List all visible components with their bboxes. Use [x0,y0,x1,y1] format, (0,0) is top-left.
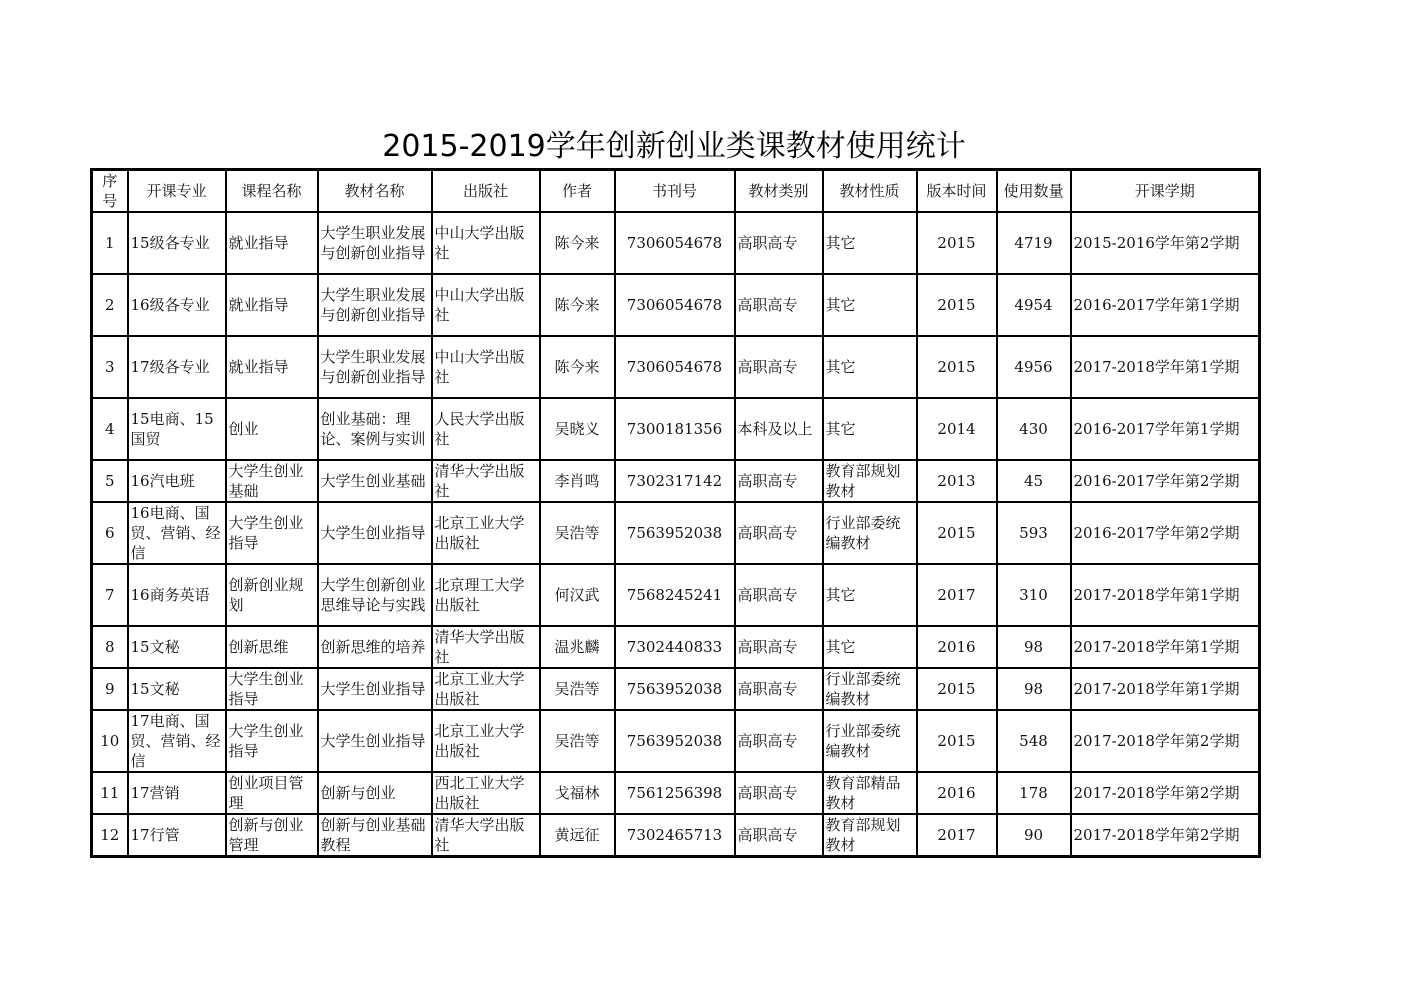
cell-publisher: 清华大学出版社 [432,626,540,668]
cell-major: 17级各专业 [128,336,226,398]
cell-quantity: 4954 [997,274,1071,336]
cell-nature: 其它 [823,274,917,336]
cell-course: 大学生创业基础 [226,460,318,502]
cell-semester: 2016-2017学年第2学期 [1071,460,1260,502]
cell-nature: 行业部委统编教材 [823,710,917,772]
cell-author: 戈福林 [540,772,615,814]
cell-quantity: 548 [997,710,1071,772]
cell-category: 高职高专 [735,460,823,502]
table-row [92,564,1260,626]
cell-textbook: 大学生职业发展与创新创业指导 [318,336,432,398]
cell-semester: 2017-2018学年第1学期 [1071,626,1260,668]
cell-course: 就业指导 [226,336,318,398]
cell-no: 6 [92,502,128,564]
cell-course: 大学生创业指导 [226,710,318,772]
cell-category: 高职高专 [735,710,823,772]
cell-nature: 行业部委统编教材 [823,668,917,710]
cell-isbn: 7302440833 [615,626,735,668]
cell-isbn: 7306054678 [615,336,735,398]
cell-edition-year: 2016 [917,626,997,668]
cell-isbn: 7563952038 [615,710,735,772]
cell-major: 16商务英语 [128,564,226,626]
cell-major: 16级各专业 [128,274,226,336]
cell-isbn: 7306054678 [615,274,735,336]
cell-author: 黄远征 [540,814,615,857]
cell-author: 李肖鸣 [540,460,615,502]
cell-author: 吴浩等 [540,668,615,710]
table-row [92,814,1260,857]
cell-quantity: 4719 [997,212,1071,274]
cell-nature: 教育部规划教材 [823,460,917,502]
cell-author: 温兆麟 [540,626,615,668]
cell-edition-year: 2013 [917,460,997,502]
cell-semester: 2017-2018学年第2学期 [1071,710,1260,772]
cell-no: 7 [92,564,128,626]
cell-publisher: 清华大学出版社 [432,460,540,502]
cell-quantity: 4956 [997,336,1071,398]
cell-nature: 其它 [823,336,917,398]
table-row [92,212,1260,274]
cell-course: 大学生创业指导 [226,502,318,564]
header-nature: 教材性质 [823,170,917,213]
cell-major: 16汽电班 [128,460,226,502]
cell-textbook: 大学生职业发展与创新创业指导 [318,212,432,274]
table-row [92,336,1260,398]
cell-author: 陈今来 [540,212,615,274]
header-isbn: 书刊号 [615,170,735,213]
cell-course: 就业指导 [226,212,318,274]
cell-isbn: 7563952038 [615,502,735,564]
cell-quantity: 98 [997,626,1071,668]
cell-no: 1 [92,212,128,274]
cell-category: 高职高专 [735,564,823,626]
header-author: 作者 [540,170,615,213]
cell-textbook: 大学生创业基础 [318,460,432,502]
cell-publisher: 北京工业大学出版社 [432,710,540,772]
cell-major: 15电商、15国贸 [128,398,226,460]
cell-nature: 其它 [823,212,917,274]
cell-nature: 其它 [823,626,917,668]
cell-category: 高职高专 [735,814,823,857]
cell-nature: 行业部委统编教材 [823,502,917,564]
cell-textbook: 创业基础：理论、案例与实训 [318,398,432,460]
table-row [92,274,1260,336]
cell-edition-year: 2017 [917,564,997,626]
table-row [92,460,1260,502]
cell-edition-year: 2017 [917,814,997,857]
cell-publisher: 清华大学出版社 [432,814,540,857]
table-row [92,668,1260,710]
cell-isbn: 7561256398 [615,772,735,814]
cell-major: 15文秘 [128,668,226,710]
cell-semester: 2017-2018学年第1学期 [1071,564,1260,626]
cell-no: 2 [92,274,128,336]
cell-no: 3 [92,336,128,398]
cell-semester: 2017-2018学年第1学期 [1071,336,1260,398]
cell-textbook: 大学生职业发展与创新创业指导 [318,274,432,336]
cell-author: 何汉武 [540,564,615,626]
cell-edition-year: 2015 [917,212,997,274]
cell-major: 15文秘 [128,626,226,668]
cell-category: 高职高专 [735,772,823,814]
cell-no: 8 [92,626,128,668]
cell-publisher: 北京工业大学出版社 [432,502,540,564]
cell-category: 高职高专 [735,502,823,564]
header-major: 开课专业 [128,170,226,213]
cell-edition-year: 2015 [917,710,997,772]
cell-semester: 2016-2017学年第2学期 [1071,502,1260,564]
cell-publisher: 西北工业大学出版社 [432,772,540,814]
cell-edition-year: 2014 [917,398,997,460]
cell-course: 创业 [226,398,318,460]
cell-isbn: 7302317142 [615,460,735,502]
cell-no: 11 [92,772,128,814]
cell-semester: 2017-2018学年第2学期 [1071,814,1260,857]
header-no: 序号 [92,170,128,213]
cell-nature: 其它 [823,398,917,460]
cell-publisher: 北京理工大学出版社 [432,564,540,626]
cell-quantity: 45 [997,460,1071,502]
cell-publisher: 中山大学出版社 [432,336,540,398]
cell-publisher: 中山大学出版社 [432,212,540,274]
cell-major: 16电商、国贸、营销、经信 [128,502,226,564]
header-semester: 开课学期 [1071,170,1260,213]
page-title: 2015-2019学年创新创业类课教材使用统计 [382,129,966,164]
cell-quantity: 90 [997,814,1071,857]
table-row [92,398,1260,460]
cell-isbn: 7306054678 [615,212,735,274]
table-row [92,710,1260,772]
cell-isbn: 7300181356 [615,398,735,460]
cell-semester: 2015-2016学年第2学期 [1071,212,1260,274]
cell-isbn: 7568245241 [615,564,735,626]
cell-nature: 教育部规划教材 [823,814,917,857]
cell-semester: 2016-2017学年第1学期 [1071,398,1260,460]
cell-edition-year: 2015 [917,274,997,336]
cell-quantity: 310 [997,564,1071,626]
cell-quantity: 593 [997,502,1071,564]
cell-major: 17营销 [128,772,226,814]
cell-course: 创新与创业管理 [226,814,318,857]
cell-course: 大学生创业指导 [226,668,318,710]
cell-publisher: 中山大学出版社 [432,274,540,336]
cell-course: 创业项目管理 [226,772,318,814]
cell-semester: 2016-2017学年第1学期 [1071,274,1260,336]
header-edition-year: 版本时间 [917,170,997,213]
table-row [92,772,1260,814]
cell-quantity: 430 [997,398,1071,460]
cell-no: 12 [92,814,128,857]
table-row [92,502,1260,564]
cell-category: 高职高专 [735,212,823,274]
header-course: 课程名称 [226,170,318,213]
cell-major: 17行管 [128,814,226,857]
cell-no: 10 [92,710,128,772]
cell-textbook: 大学生创业指导 [318,502,432,564]
cell-course: 创新创业规划 [226,564,318,626]
header-publisher: 出版社 [432,170,540,213]
cell-edition-year: 2016 [917,772,997,814]
cell-author: 陈今来 [540,336,615,398]
cell-major: 17电商、国贸、营销、经信 [128,710,226,772]
cell-textbook: 创新思维的培养 [318,626,432,668]
cell-nature: 其它 [823,564,917,626]
cell-textbook: 大学生创新创业思维导论与实践 [318,564,432,626]
cell-isbn: 7563952038 [615,668,735,710]
cell-quantity: 98 [997,668,1071,710]
cell-category: 高职高专 [735,668,823,710]
cell-category: 高职高专 [735,336,823,398]
cell-major: 15级各专业 [128,212,226,274]
cell-isbn: 7302465713 [615,814,735,857]
header-category: 教材类别 [735,170,823,213]
cell-category: 本科及以上 [735,398,823,460]
cell-no: 9 [92,668,128,710]
cell-edition-year: 2015 [917,668,997,710]
cell-nature: 教育部精品教材 [823,772,917,814]
cell-course: 就业指导 [226,274,318,336]
cell-category: 高职高专 [735,626,823,668]
cell-course: 创新思维 [226,626,318,668]
cell-author: 吴晓义 [540,398,615,460]
cell-semester: 2017-2018学年第2学期 [1071,772,1260,814]
cell-edition-year: 2015 [917,336,997,398]
cell-textbook: 大学生创业指导 [318,710,432,772]
cell-edition-year: 2015 [917,502,997,564]
cell-author: 陈今来 [540,274,615,336]
cell-semester: 2017-2018学年第1学期 [1071,668,1260,710]
cell-publisher: 北京工业大学出版社 [432,668,540,710]
cell-author: 吴浩等 [540,502,615,564]
cell-textbook: 大学生创业指导 [318,668,432,710]
cell-category: 高职高专 [735,274,823,336]
header-quantity: 使用数量 [997,170,1071,213]
cell-quantity: 178 [997,772,1071,814]
cell-no: 5 [92,460,128,502]
cell-publisher: 人民大学出版社 [432,398,540,460]
table-row [92,626,1260,668]
textbook-usage-table [90,168,1261,858]
table-header-row [92,170,1260,213]
cell-no: 4 [92,398,128,460]
cell-textbook: 创新与创业 [318,772,432,814]
cell-author: 吴浩等 [540,710,615,772]
header-textbook: 教材名称 [318,170,432,213]
cell-textbook: 创新与创业基础教程 [318,814,432,857]
